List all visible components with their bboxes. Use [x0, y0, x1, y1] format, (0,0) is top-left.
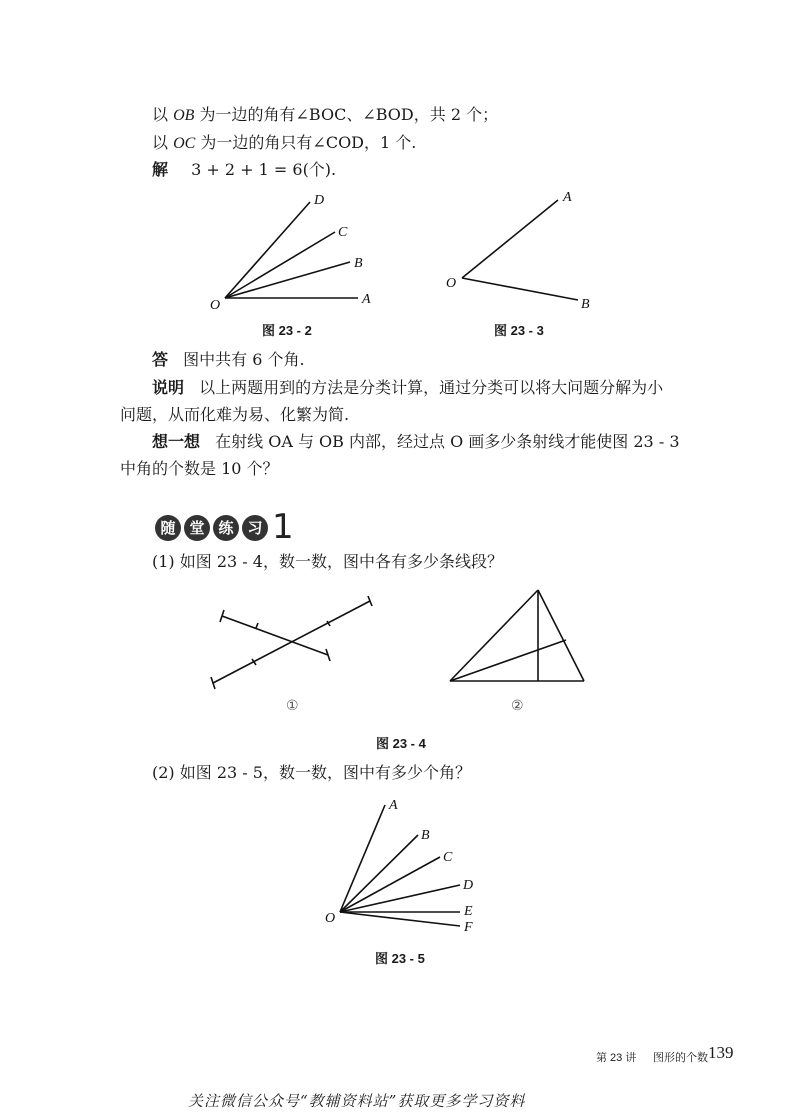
think-line-2: 中角的个数是 10 个？	[120, 459, 279, 478]
sub-label-1: ①	[286, 698, 299, 714]
label-f-5: F	[464, 920, 473, 935]
answer-body: 图中共有 6 个角.	[183, 350, 305, 369]
note-line-2: 问题，从而化难为易、化繁为简.	[120, 405, 350, 424]
label-o: O	[210, 298, 221, 313]
think-body-1: 在射线 OA 与 OB 内部，经过点 O 画多少条射线才能使图 23 - 3	[215, 432, 680, 451]
label-d: D	[314, 193, 325, 208]
footer-chapter: 第 23 讲	[596, 1052, 637, 1064]
label-o-5: O	[325, 911, 336, 926]
caption-23-4: 图 23 - 4	[376, 736, 426, 751]
solution-label: 解	[152, 160, 169, 179]
solution-body: 3 + 2 + 1 = 6(个).	[191, 160, 337, 179]
ray-oa-5	[340, 805, 385, 912]
label-b-3: B	[581, 297, 590, 312]
badge-char-1: 随	[155, 515, 181, 541]
label-c-5: C	[443, 850, 453, 865]
label-e-5: E	[464, 904, 473, 919]
label-a-5: A	[389, 798, 398, 813]
ray-of-5	[340, 912, 460, 926]
caption-23-5: 图 23 - 5	[375, 951, 425, 966]
label-c: C	[338, 225, 348, 240]
label-o-3: O	[446, 276, 457, 291]
text-line-1: 以 OB 为一边的角有∠BOC、∠BOD，共 2 个；	[152, 105, 499, 124]
watermark: 关注微信公众号“教辅资料站”获取更多学习资料	[188, 1092, 526, 1110]
label-a-3: A	[563, 190, 572, 205]
badge-number: 1	[272, 507, 294, 547]
label-d-5: D	[463, 878, 474, 893]
sub-label-2: ②	[511, 698, 524, 714]
note-label: 说明	[152, 378, 185, 397]
note-body-1: 以上两题用到的方法是分类计算，通过分类可以将大问题分解为小	[199, 378, 664, 397]
badge-char-2: 堂	[184, 515, 210, 541]
label-b: B	[354, 256, 363, 271]
question-2: (2) 如图 23 - 5，数一数，图中有多少个角？	[152, 763, 471, 782]
think-label: 想一想	[152, 432, 201, 451]
caption-23-2: 图 23 - 2	[262, 323, 312, 338]
ray-od-5	[340, 885, 460, 912]
label-a: A	[362, 292, 371, 307]
badge-char-3: 练	[213, 515, 239, 541]
ray-ob-5	[340, 835, 418, 912]
text-line-2: 以 OC 为一边的角只有∠COD，1 个.	[152, 133, 417, 152]
page-number: 139	[708, 1043, 734, 1062]
question-1: (1) 如图 23 - 4，数一数，图中各有多少条线段？	[152, 552, 503, 571]
label-b-5: B	[421, 828, 430, 843]
answer-label: 答	[152, 350, 169, 369]
badge-char-4: 习	[242, 515, 268, 541]
footer-title: 图形的个数	[653, 1052, 708, 1064]
ray-oc-5	[340, 857, 440, 912]
caption-23-3: 图 23 - 3	[494, 323, 544, 338]
